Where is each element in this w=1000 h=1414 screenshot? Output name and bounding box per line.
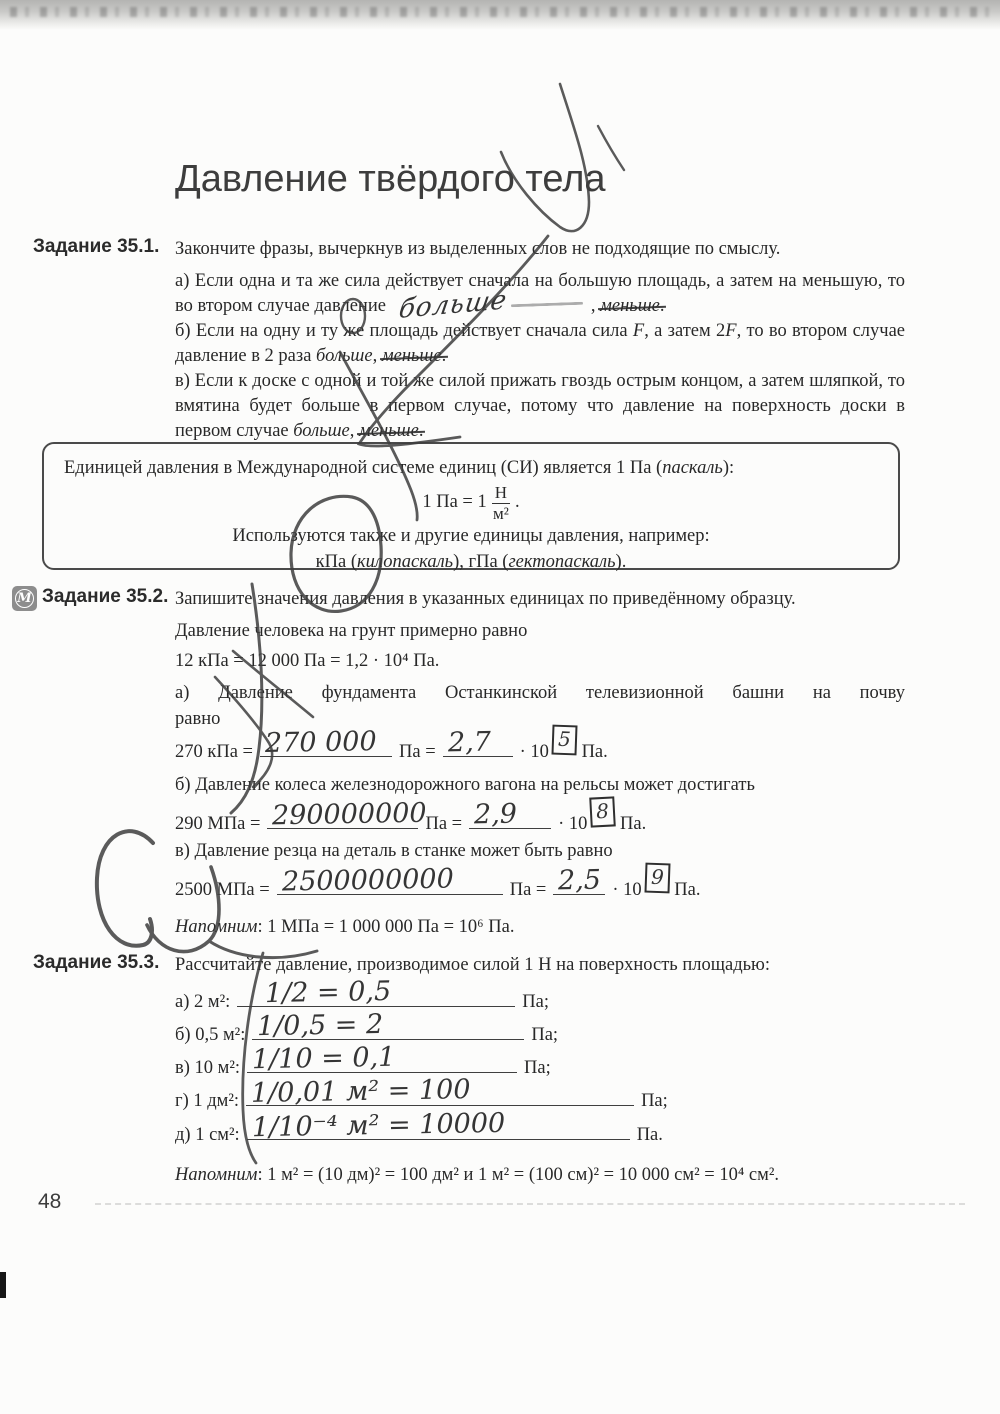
exponent-box [590, 796, 617, 827]
bleed-through-text-artifact [10, 7, 990, 17]
item-a-text-2: равно [175, 709, 221, 729]
scan-edge-mark [0, 1272, 6, 1298]
force-symbol: F [632, 321, 645, 341]
item-row: в) 10 м²: 1/10 = 0,1 Па; [175, 1041, 551, 1078]
force-symbol: F [725, 321, 737, 341]
exponent-box [644, 863, 670, 894]
answer-blank [469, 798, 551, 831]
handwritten-value: 290000000 [272, 797, 428, 832]
scan-facing-page-artifact [95, 1203, 965, 1205]
handwritten-value: 270 000 [264, 726, 377, 759]
page-number: 48 [38, 1190, 62, 1213]
handwritten-value: 2,5 [558, 864, 602, 897]
handwritten-value: 2,7 [447, 726, 491, 759]
exponent-box [551, 725, 577, 756]
task-35-3-label: Задание 35.3. [33, 952, 160, 973]
item-row: д) 1 см²: 1/10⁻⁴ м² = 10000 Па. [175, 1107, 663, 1145]
item-b-text: б) Давление колеса железнодорожного вагона на рельсы может достигать [175, 775, 755, 795]
handwritten-exponent: 9 [650, 864, 664, 890]
info-line-1: Единицей давления в Международной системе единиц (СИ) является 1 Па (паскаль): [64, 458, 735, 478]
struck-option-menshe: меньше [359, 421, 419, 441]
struck-option-menshe: меньше [600, 296, 660, 316]
task-35-1-label: Задание 35.1. [33, 236, 160, 257]
handwritten-answer-bolshe: больше [396, 285, 510, 325]
item-b-answer-row: 290 МПа = 290000000 Па = 2,9 · 108 Па. [175, 797, 647, 834]
item-row: г) 1 дм²: 1/0,01 м² = 100 Па; [175, 1074, 668, 1111]
handwritten-value: 1/0,01 м² = 100 [250, 1074, 471, 1109]
task-35-1-item-c: в) Если к доске с одной и той же силой прижать гвоздь острым концом, а затем шляпкой, то вмятина будет больше в первом случае, потому что давление на поверхность доски в первом случае больше, меньше. [175, 371, 905, 441]
answer-blank [277, 863, 503, 898]
handwritten-value: 1/10 = 0,1 [251, 1041, 396, 1076]
formula-fraction: $\frac{Н}{\text{м²}}$ [492, 483, 509, 523]
handwritten-exponent: 8 [595, 798, 610, 824]
answer-blank [260, 726, 392, 759]
info-line-3: кПа (килопаскаль), гПа (гектопаскаль). [315, 551, 627, 572]
pressure-unit-info-box [42, 442, 900, 570]
task-marker-icon: М [12, 586, 37, 611]
scan-top-artifact-band [0, 0, 1000, 30]
reminder-note: Напомним: 1 МПа = 1 000 000 Па = 10⁶ Па. [175, 917, 515, 937]
info-line-2: Используются также и другие единицы давления, например: [232, 525, 710, 546]
handwritten-value: 2500000000 [281, 863, 454, 898]
item-c-text: в) Давление резца на деталь в станке может быть равно [175, 841, 613, 861]
handwritten-value: 1/2 = 0,5 [264, 975, 392, 1010]
task-35-2-instruction: Запишите значения давления в указанных единицах по приведённому образцу. [175, 589, 796, 609]
example-line-1: Давление человека на грунт примерно равно [175, 621, 528, 641]
item-a-text: а) Давление фундамента Останкинской телевизионной башни на почву [175, 683, 905, 703]
task-35-1-item-b: б) Если на одну и ту же площадь действует сначала сила F, а затем 2F, то во втором случае давление в 2 раза больше, меньше. [175, 321, 905, 366]
pascal-formula: 1 Па = 1 $\frac{Н}{\text{м²}}$ . [422, 483, 520, 523]
answer-blank [247, 1107, 630, 1144]
task-35-1-instruction: Закончите фразы, вычеркнув из выделенных слов не подходящие по смыслу. [175, 239, 781, 259]
reminder-note: Напомним: 1 м² = (10 дм)² = 100 дм² и 1 м² = (100 см)² = 10 000 см² = 10⁴ см². [175, 1165, 779, 1185]
handwritten-value: 1/10⁻⁴ м² = 10000 [251, 1107, 506, 1144]
task-35-1 [33, 236, 905, 444]
kept-option-bolshe: больше [316, 346, 373, 366]
handwritten-value: 1/0,5 = 2 [257, 1008, 384, 1043]
item-row: б) 0,5 м²: 1/0,5 = 2 Па; [175, 1008, 559, 1045]
handwritten-exponent: 5 [557, 726, 572, 752]
pen-smudge [511, 301, 583, 307]
kept-option-bolshe: больше [293, 421, 350, 441]
answer-blank [553, 864, 605, 897]
answer-blank [237, 975, 515, 1010]
answer-blank [443, 726, 513, 759]
task-35-2 [17, 586, 905, 952]
answer-blank [246, 1074, 634, 1109]
struck-option-menshe: меньше [381, 346, 442, 366]
page-title: Давление твёрдого тела [175, 158, 606, 200]
handwritten-value: 2,9 [473, 798, 518, 831]
item-a-answer-row: 270 кПа = 270 000 Па = 2,7 · 105 Па. [175, 726, 608, 762]
answer-blank [267, 797, 428, 832]
item-c-answer-row: 2500 МПа = 2500000000 Па = 2,5 · 109 Па. [175, 863, 701, 900]
task-35-1-item-a: а) Если одна и та же сила действует сначала на большую площадь, а затем на меньшую, то во втором случае давление больше , меньше. [175, 271, 905, 325]
task-35-3-instruction: Рассчитайте давление, производимое силой 1 Н на поверхность площадью: [175, 955, 771, 975]
task-35-2-label: Задание 35.2. [42, 586, 169, 607]
item-row: а) 2 м²: 1/2 = 0,5 Па; [175, 975, 549, 1012]
example-line-2: 12 кПа = 12 000 Па = 1,2 · 10⁴ Па. [175, 651, 440, 671]
